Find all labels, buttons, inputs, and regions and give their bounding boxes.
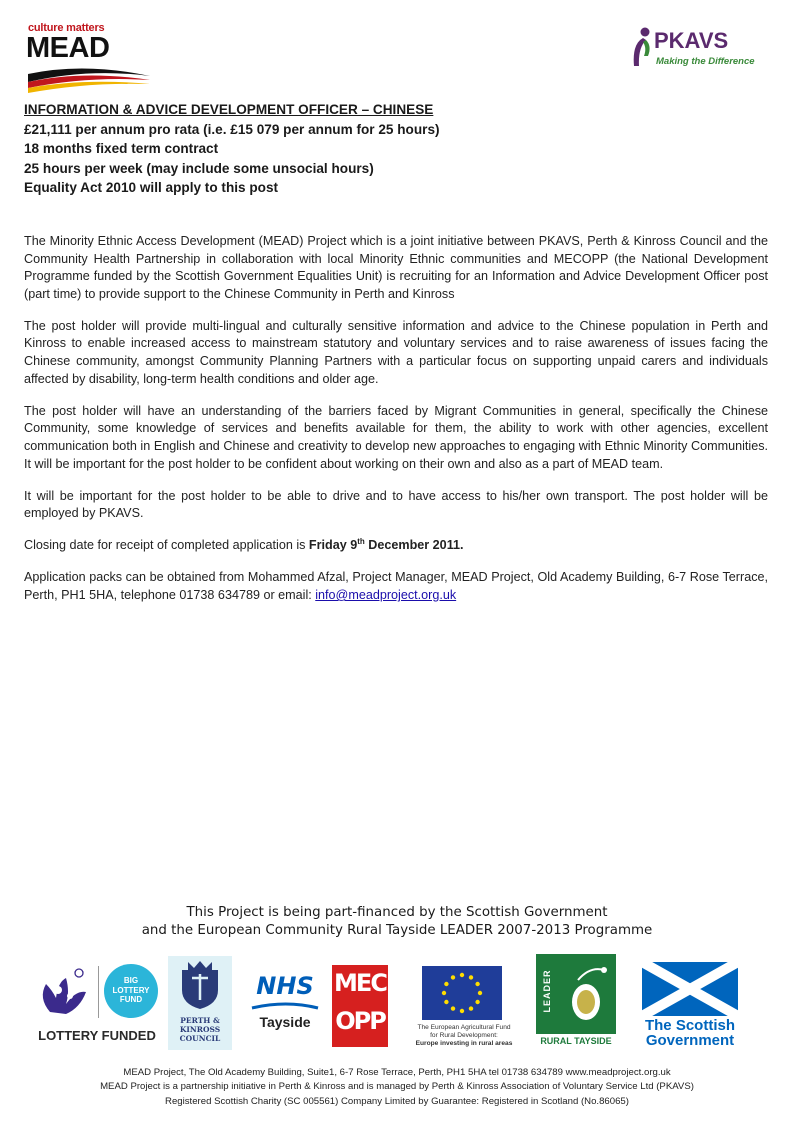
nhs-tayside-logo bbox=[246, 972, 324, 1036]
job-hours: 25 hours per week (may include some unsocial hours) bbox=[24, 160, 374, 176]
closing-date: Friday 9th December 2011. bbox=[308, 537, 464, 553]
paragraph-closing-date bbox=[24, 537, 768, 555]
paragraph-transport: It will be important for the post holder to be able to drive and to have access to his/her own transport. The post holder will be employed by PKAVS. bbox=[24, 488, 768, 521]
perth-kinross-council-logo bbox=[168, 956, 232, 1050]
paragraph-role: The post holder will provide multi-lingual and culturally sensitive information and advice to the Chinese population in Perth and Kinross to enable increased access to mainstream statutory and voluntary services and to raise awareness of issues facing the Chinese community, amongst Community Planning Partners with a particular focus on supporting unpaid carers and individuals affected by disability, long-term health conditions and older age. bbox=[24, 318, 768, 386]
job-contract: 18 months fixed term contract bbox=[24, 141, 219, 157]
nhs-area: Tayside bbox=[259, 1014, 311, 1030]
council-name-line-1: PERTH & bbox=[180, 1016, 220, 1025]
paragraph-requirements: The post holder will have an understanding of the barriers faced by Migrant Communities in general, specifically the Chinese Community, some knowledge of services and benefits available for them, the ability to work with other agencies, excellent communication both in English and Chinese and creativity to develop new approaches to engaging with Ethnic Minority Communities. It will be important for the post holder to be confident about working on their own and also as a part of MEAD team. bbox=[24, 403, 768, 471]
funding-statement bbox=[0, 904, 794, 940]
pkavs-wordmark: PKAVS bbox=[654, 28, 729, 53]
mead-tagline: culture matters bbox=[28, 22, 105, 34]
eu-caption-line-1: The European Agricultural Fund bbox=[417, 1024, 511, 1031]
footer-line-2: MEAD Project is a partnership initiative in Perth & Kinross and is managed by Perth & Kinross Association of Voluntary Service Ltd (PKAVS) bbox=[100, 1081, 694, 1093]
mecopp-logo bbox=[332, 965, 388, 1047]
scottish-government-line-2: Government bbox=[645, 1032, 735, 1049]
pkavs-figure-icon bbox=[630, 26, 654, 68]
job-description bbox=[24, 233, 768, 619]
saltire-flag-icon bbox=[642, 962, 738, 1016]
scottish-government-logo bbox=[640, 962, 740, 1050]
funding-line-2: and the European Community Rural Tayside LEADER 2007-2013 Programme bbox=[141, 923, 653, 938]
job-title: INFORMATION & ADVICE DEVELOPMENT OFFICER – CHINESE bbox=[24, 102, 434, 117]
mead-wordmark: MEAD bbox=[26, 32, 110, 64]
paragraph-application bbox=[24, 569, 768, 604]
funding-line-1: This Project is being part-financed by the Scottish Government bbox=[186, 905, 608, 920]
application-text: Application packs can be obtained from Mohammed Afzal, Project Manager, MEAD Project, Old Academy Building, 6-7 Rose Terrace, Perth, PH1 5HA, telephone 01738 634789 or email: bbox=[24, 570, 768, 602]
big-lottery-fund-badge: BIG LOTTERY FUND bbox=[104, 964, 158, 1018]
leader-leaf-icon bbox=[558, 962, 614, 1028]
lottery-crossed-fingers-icon bbox=[36, 964, 96, 1018]
leader-caption: RURAL TAYSIDE bbox=[540, 1036, 612, 1046]
lottery-funded-caption: LOTTERY FUNDED bbox=[38, 1028, 156, 1043]
job-equality: Equality Act 2010 will apply to this post bbox=[24, 180, 279, 196]
mead-logo bbox=[24, 22, 154, 94]
eu-caption-line-3: Europe investing in rural areas bbox=[415, 1040, 513, 1047]
council-name-line-3: COUNCIL bbox=[179, 1034, 221, 1043]
leader-rural-tayside-logo bbox=[536, 954, 616, 1050]
eu-caption-line-2: for Rural Development: bbox=[430, 1032, 498, 1039]
closing-date-prefix: Closing date for receipt of completed application is bbox=[24, 538, 309, 553]
nhs-wordmark: NHS bbox=[256, 972, 314, 1000]
scottish-government-line-1: The Scottish bbox=[644, 1017, 735, 1034]
pkavs-logo bbox=[630, 26, 770, 70]
nhs-wave-icon bbox=[250, 1002, 320, 1012]
footer-line-1: MEAD Project, The Old Academy Building, Suite1, 6-7 Rose Terrace, Perth, PH1 5HA tel 01738 634789 www.meadproject.org.uk bbox=[123, 1067, 671, 1078]
mecopp-text-bottom: OPP bbox=[335, 1007, 385, 1035]
job-header bbox=[24, 100, 764, 198]
footer-line-3: Registered Scottish Charity (SC 005561) Company Limited by Guarantee: Registered in Scotland (No.86065) bbox=[165, 1095, 629, 1107]
job-salary: £21,111 per annum pro rata (i.e. £15 079 per annum for 25 hours) bbox=[24, 121, 440, 137]
lottery-funded-logo bbox=[34, 962, 160, 1048]
pkavs-tagline: Making the Difference bbox=[656, 56, 755, 67]
mead-swoosh-icon bbox=[24, 62, 154, 94]
paragraph-intro: The Minority Ethnic Access Development (MEAD) Project which is a joint initiative between PKAVS, Perth & Kinross Council and the Community Health Partnership in collaboration with local Minority Ethnic communities and MECOPP (the National Development Programme funded by the Scottish Government Equalities Unit) is recruiting for an Information and Advice Development Officer post (part time) to provide support to the Chinese Community in Perth and Kinross bbox=[24, 234, 768, 301]
leader-vertical-text: LEADER bbox=[542, 969, 552, 1013]
mecopp-text-top: MEC bbox=[334, 969, 386, 997]
council-name-line-2: KINROSS bbox=[179, 1025, 221, 1034]
council-crest-icon bbox=[176, 960, 224, 1010]
page-footer bbox=[0, 1066, 794, 1109]
eu-flag-icon bbox=[422, 966, 502, 1020]
email-link[interactable]: info@meadproject.org.uk bbox=[315, 588, 457, 602]
eu-agricultural-fund-logo bbox=[406, 964, 522, 1050]
